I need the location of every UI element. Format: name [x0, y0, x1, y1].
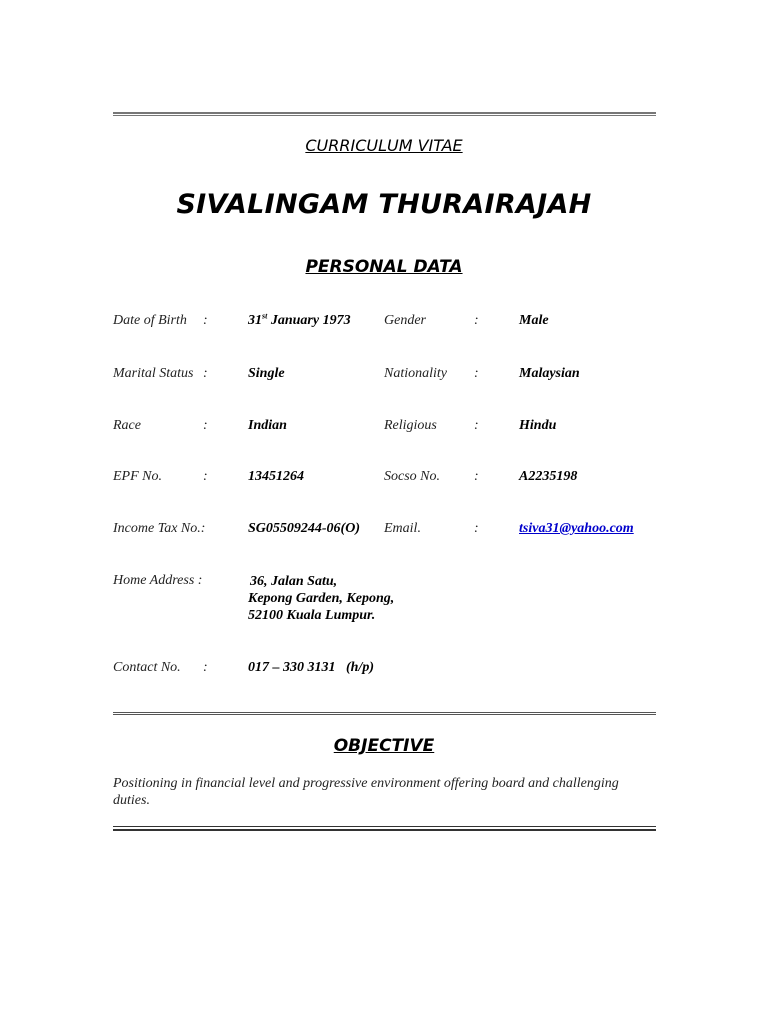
marital-status-value: Single [248, 366, 285, 381]
income-tax-label: Income Tax No.: [113, 521, 206, 536]
epf-value: 13451264 [248, 469, 304, 484]
address-line-3: 52100 Kuala Lumpur. [248, 608, 376, 623]
gender-label: Gender [384, 313, 426, 328]
email-link[interactable]: tsiva31@yahoo.com [519, 521, 634, 536]
contact-value: 017 – 330 3131 (h/p) [248, 660, 374, 675]
bottom-divider [113, 826, 656, 831]
dob-rest: January 1973 [267, 313, 351, 328]
religious-label: Religious [384, 418, 437, 433]
dob-suffix: st [262, 311, 268, 321]
home-address-value [250, 573, 394, 624]
objective-heading: OBJECTIVE [333, 736, 435, 756]
income-tax-value: SG05509244-06(O) [248, 521, 360, 536]
home-address-label: Home Address : [113, 573, 203, 588]
address-line-1: 36, Jalan Satu, [250, 574, 338, 589]
dob-label: Date of Birth [113, 313, 187, 328]
nationality-value: Malaysian [519, 366, 580, 381]
socso-label: Socso No. [384, 469, 440, 484]
religious-value: Hindu [519, 418, 557, 433]
socso-value: A2235198 [519, 469, 578, 484]
candidate-name: SIVALINGAM THURAIRAJAH [176, 189, 592, 220]
socso-colon: : [474, 469, 479, 484]
nationality-label: Nationality [384, 366, 447, 381]
race-colon: : [203, 418, 208, 433]
email-colon: : [474, 521, 479, 536]
marital-status-label: Marital Status [113, 366, 194, 381]
contact-label: Contact No. [113, 660, 181, 675]
address-line-2: Kepong Garden, Kepong, [248, 591, 395, 606]
personal-data-heading: PERSONAL DATA [305, 257, 463, 277]
gender-colon: : [474, 313, 479, 328]
race-label: Race [113, 418, 141, 433]
cv-title: CURRICULUM VITAE [305, 136, 463, 155]
top-divider [113, 112, 656, 116]
nationality-colon: : [474, 366, 479, 381]
epf-label: EPF No. [113, 469, 162, 484]
email-label: Email. [384, 521, 421, 536]
epf-colon: : [203, 469, 208, 484]
race-value: Indian [248, 418, 287, 433]
objective-text: Positioning in financial level and progressive environment offering board and challenging duties. [113, 776, 619, 808]
dob-colon: : [203, 313, 208, 328]
religious-colon: : [474, 418, 479, 433]
gender-value: Male [519, 313, 549, 328]
marital-status-colon: : [203, 366, 208, 381]
dob-day: 31 [248, 313, 262, 328]
dob-value [248, 313, 351, 329]
middle-divider [113, 712, 656, 715]
contact-colon: : [203, 660, 208, 675]
